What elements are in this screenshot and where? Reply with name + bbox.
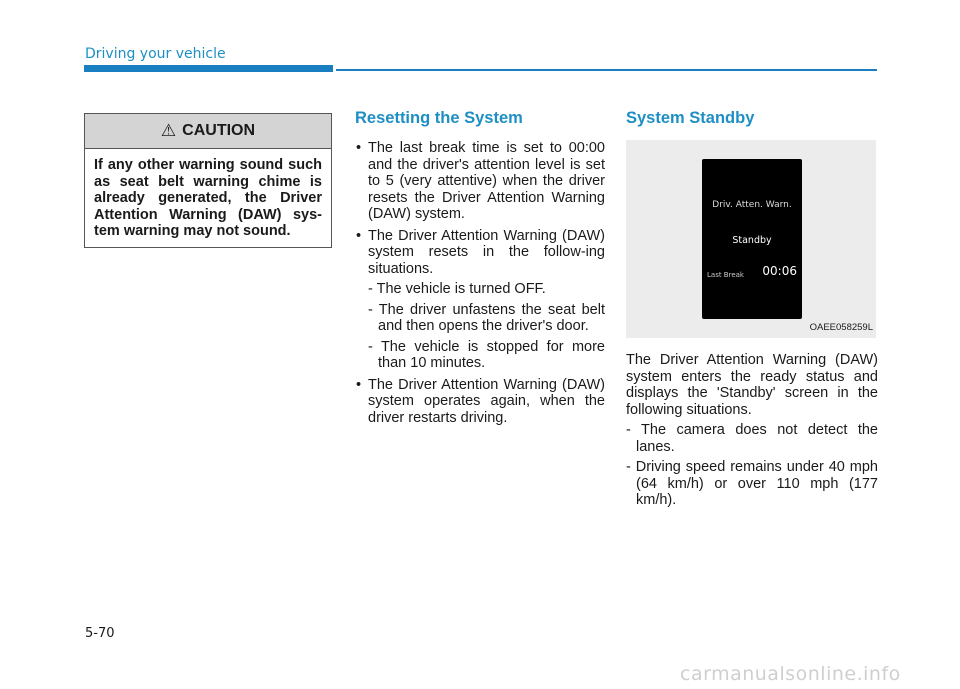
list-item: - The camera does not detect the lanes. bbox=[626, 422, 878, 455]
header-rule-thin bbox=[336, 69, 877, 71]
reset-situations bbox=[368, 281, 605, 372]
list-item: • The Driver Attention Warning (DAW) system resets in the follow-ing situations. - The vehicle is turned OFF. - The driver unfastens the seat belt and then opens the driver's door. - The vehicle is stopped for more than 10 minutes. bbox=[355, 228, 605, 372]
list-item: - The vehicle is stopped for more than 10 minutes. bbox=[368, 338, 605, 371]
standby-intro: The Driver Attention Warning (DAW) system enters the ready status and displays the 'Standby' screen in the following situations. bbox=[626, 352, 878, 418]
watermark: carmanualsonline.info bbox=[680, 663, 901, 685]
list-item: - The vehicle is turned OFF. bbox=[368, 281, 546, 297]
resetting-section bbox=[355, 110, 605, 431]
page-number: 5-70 bbox=[85, 626, 115, 641]
resetting-bullets bbox=[355, 140, 605, 426]
caution-label: CAUTION bbox=[182, 122, 256, 139]
caution-box bbox=[84, 113, 332, 248]
cluster-display bbox=[702, 159, 802, 319]
display-title: Driv. Atten. Warn. bbox=[712, 200, 792, 210]
caution-text: If any other warning sound such as seat belt warning chime is already generated, the Driver Attention Warning (DAW) sys-tem warning may not sound. bbox=[94, 157, 322, 239]
caution-header bbox=[85, 114, 331, 149]
list-item: - Driving speed remains under 40 mph (64 km/h) or over 110 mph (177 km/h). bbox=[626, 459, 878, 508]
last-break-time: 00:06 bbox=[762, 264, 797, 278]
list-item: • The last break time is set to 00:00 and the driver's attention level is set to 5 (very attentive) when the driver resets the Driver Attention Warning (DAW) system. bbox=[355, 140, 605, 223]
figure-code: OAEE058259L bbox=[809, 321, 873, 333]
standby-situations bbox=[626, 422, 878, 509]
list-item: - The driver unfastens the seat belt and then opens the driver's door. bbox=[368, 301, 605, 334]
cluster-figure bbox=[626, 140, 876, 338]
standby-heading: System Standby bbox=[626, 109, 755, 127]
last-break-label: Last Break bbox=[707, 271, 744, 279]
section-title: Driving your vehicle bbox=[85, 46, 226, 62]
header-rule-thick bbox=[84, 65, 333, 72]
warning-triangle-icon: ⚠ bbox=[160, 121, 177, 140]
display-state: Standby bbox=[732, 235, 772, 246]
resetting-heading: Resetting the System bbox=[355, 109, 523, 127]
standby-section bbox=[626, 110, 878, 513]
list-item: • The Driver Attention Warning (DAW) system operates again, when the driver restarts driving. bbox=[355, 377, 605, 427]
